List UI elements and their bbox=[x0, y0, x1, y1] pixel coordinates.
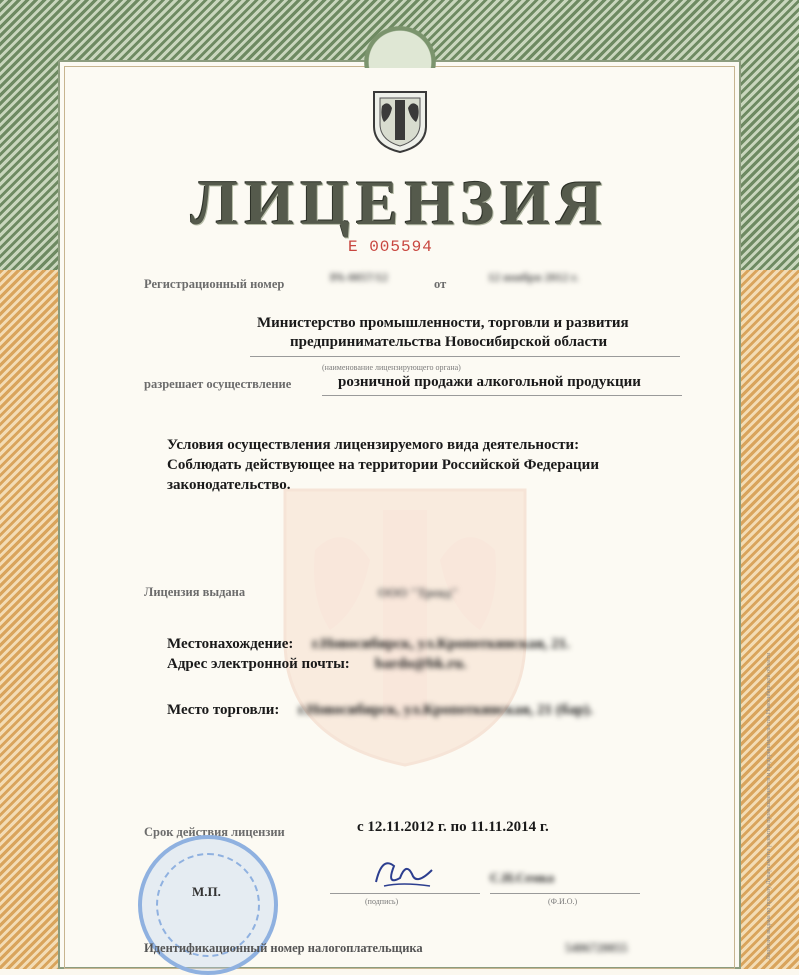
authority-line-2: предпринимательства Новосибирской области bbox=[290, 334, 608, 350]
signer-name: С.Н.Семка bbox=[490, 870, 554, 885]
signature-icon bbox=[372, 852, 436, 894]
authority-caption: (наименование лицензирующего органа) bbox=[322, 363, 461, 372]
side-note: Лицензия выдана по приказу Департамента развития промышленности и предпринимательства Новосибирской области bbox=[766, 652, 772, 960]
validity-value: с 12.11.2012 г. по 11.11.2014 г. bbox=[357, 819, 549, 835]
location-value: г.Новосибирск, ул.Кропоткинская, 21. bbox=[312, 636, 570, 652]
fio-caption: (Ф.И.О.) bbox=[548, 897, 578, 906]
activity-underline bbox=[322, 395, 682, 396]
location-label: Местонахождение: bbox=[167, 636, 294, 652]
registration-date: 12 ноября 2012 г. bbox=[488, 270, 579, 284]
seal-mp-label: М.П. bbox=[192, 884, 221, 899]
serial-number: E 005594 bbox=[348, 238, 433, 256]
email-label: Адрес электронной почты: bbox=[167, 656, 350, 672]
issued-label: Лицензия выдана bbox=[144, 585, 246, 599]
authority-underline bbox=[250, 356, 680, 357]
coat-of-arms-watermark bbox=[265, 470, 545, 770]
signature-caption: (подпись) bbox=[365, 897, 399, 906]
trade-place-label: Место торговли: bbox=[167, 702, 280, 718]
permits-label: разрешает осуществление bbox=[144, 377, 292, 391]
registration-number: РА-0057/12 bbox=[330, 270, 388, 284]
conditions-line-1: Условия осуществления лицензируемого вида деятельности: bbox=[167, 437, 580, 453]
top-ornament bbox=[330, 8, 470, 68]
issued-to: ООО "Тренд" bbox=[378, 586, 459, 600]
conditions-line-2: Соблюдать действующее на территории Российской Федерации bbox=[167, 457, 599, 473]
conditions-line-3: законодательство. bbox=[167, 477, 291, 493]
activity-text: розничной продажи алкогольной продукции bbox=[338, 374, 641, 390]
registration-label: Регистрационный номер bbox=[144, 277, 285, 291]
fio-line bbox=[490, 893, 640, 894]
inn-value: 5406720055 bbox=[565, 941, 628, 955]
document-title: ЛИЦЕНЗИЯ bbox=[190, 167, 609, 238]
inn-label: Идентификационный номер налогоплательщика bbox=[144, 941, 423, 955]
authority-line-1: Министерство промышленности, торговли и развития bbox=[257, 315, 629, 331]
from-label: от bbox=[434, 277, 447, 291]
trade-place-value: г.Новосибирск, ул.Кропоткинская, 21 (бар). bbox=[298, 702, 594, 718]
signature-line bbox=[330, 893, 480, 894]
validity-label: Срок действия лицензии bbox=[144, 825, 285, 839]
coat-of-arms-icon bbox=[368, 86, 432, 154]
email-value: bardo@bk.ru. bbox=[375, 656, 467, 672]
